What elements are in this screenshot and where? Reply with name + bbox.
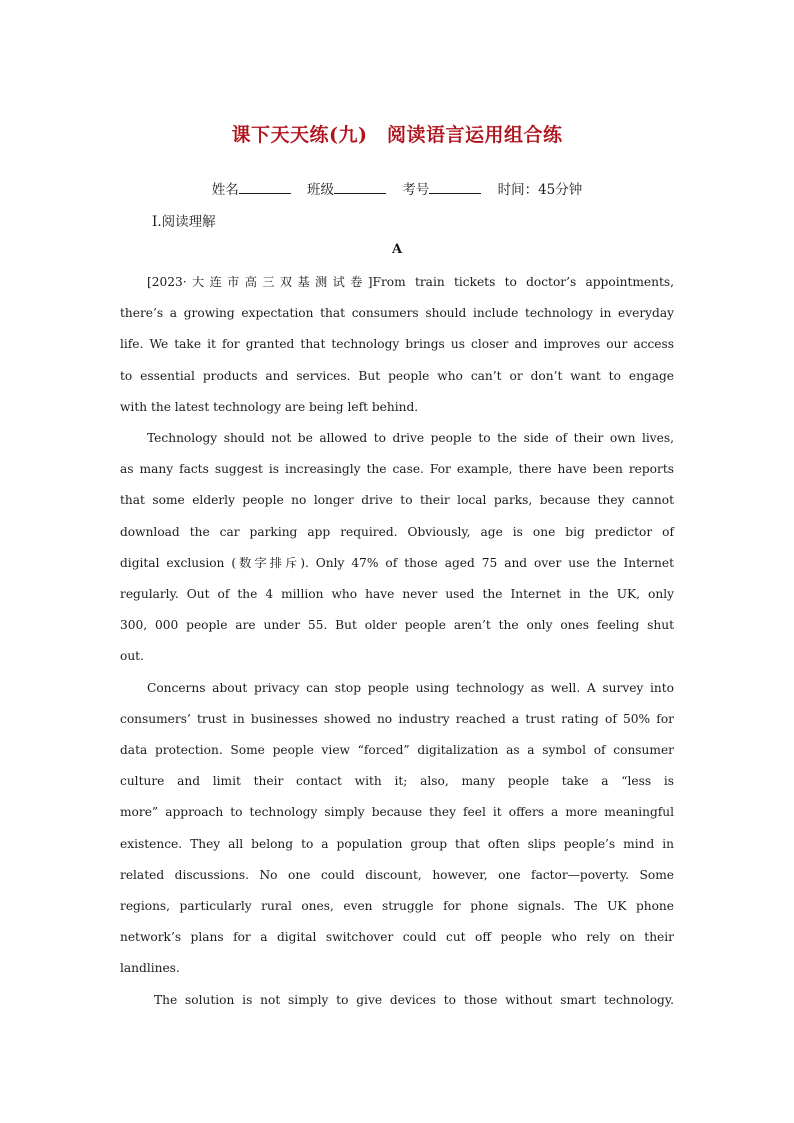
paragraph-line: data protection. Some people view “forced” digitalization as a symbol of consumer: [120, 743, 674, 758]
paragraph-line: regularly. Out of the 4 million who have never used the Internet in the UK, only: [120, 587, 674, 602]
paragraph-line: network’s plans for a digital switchover could cut off people who rely on their: [120, 930, 674, 945]
exam-no-blank[interactable]: [429, 181, 481, 194]
paragraph-line: that some elderly people no longer drive to their local parks, because they cannot: [120, 493, 674, 508]
paragraph-line: Technology should not be allowed to drive people to the side of their own lives,: [147, 431, 674, 446]
paragraph-line: download the car parking app required. Obviously, age is one big predictor of: [120, 524, 674, 539]
paragraph-line: more” approach to technology simply because they feel it offers a more meaningful: [120, 805, 674, 820]
student-info-row: [0, 178, 794, 198]
passage-body: [120, 267, 674, 1016]
paragraph-line: there’s a growing expectation that consumers should include technology in everyday: [120, 306, 674, 321]
paragraph-line: as many facts suggest is increasingly the case. For example, there have been reports: [120, 462, 674, 477]
paragraph-3: [120, 673, 674, 985]
paragraph-line: regions, particularly rural ones, even struggle for phone signals. The UK phone: [120, 899, 674, 914]
paragraph-line: related discussions. No one could discount, however, one factor—poverty. Some: [120, 867, 674, 882]
paragraph-2: [120, 423, 674, 673]
exam-no-label: 考号: [402, 182, 430, 198]
page-title: 课下天天练(九) 阅读语言运用组合练: [231, 124, 563, 146]
paragraph-line: 300, 000 people are under 55. But older people aren’t the only ones feeling shut: [120, 618, 674, 633]
name-blank[interactable]: [239, 181, 291, 194]
paragraph-line: [2023·大连市高三双基测试卷]From train tickets to doctor’s appointments,: [147, 275, 674, 289]
part-letter: A: [391, 242, 403, 257]
paragraph-line: culture and limit their contact with it; also, many people take a “less is: [120, 774, 674, 789]
paragraph-line: out.: [120, 649, 144, 664]
name-label: 姓名: [211, 182, 239, 198]
paragraph-line: landlines.: [120, 961, 180, 976]
paragraph-4: [120, 985, 674, 1016]
paragraph-line: consumers’ trust in businesses showed no industry reached a trust rating of 50% for: [120, 711, 674, 726]
section-heading: Ⅰ.阅读理解: [152, 214, 216, 230]
paragraph-1: [120, 267, 674, 423]
time-label: 时间：45分钟: [497, 182, 583, 198]
paragraph-line: existence. They all belong to a population group that often slips people’s mind in: [120, 836, 674, 851]
class-blank[interactable]: [334, 181, 386, 194]
paragraph-line: to essential products and services. But people who can’t or don’t want to engage: [120, 368, 674, 383]
paragraph-line: life. We take it for granted that technology brings us closer and improves our access: [120, 337, 674, 352]
paragraph-line: with the latest technology are being left behind.: [120, 399, 419, 414]
paragraph-line: digital exclusion (数字排斥). Only 47% of those aged 75 and over use the Internet: [120, 555, 674, 570]
paragraph-line: Concerns about privacy can stop people using technology as well. A survey into: [147, 680, 674, 695]
class-label: 班级: [307, 182, 334, 198]
paragraph-line: The solution is not simply to give devices to those without smart technology.: [154, 992, 674, 1007]
